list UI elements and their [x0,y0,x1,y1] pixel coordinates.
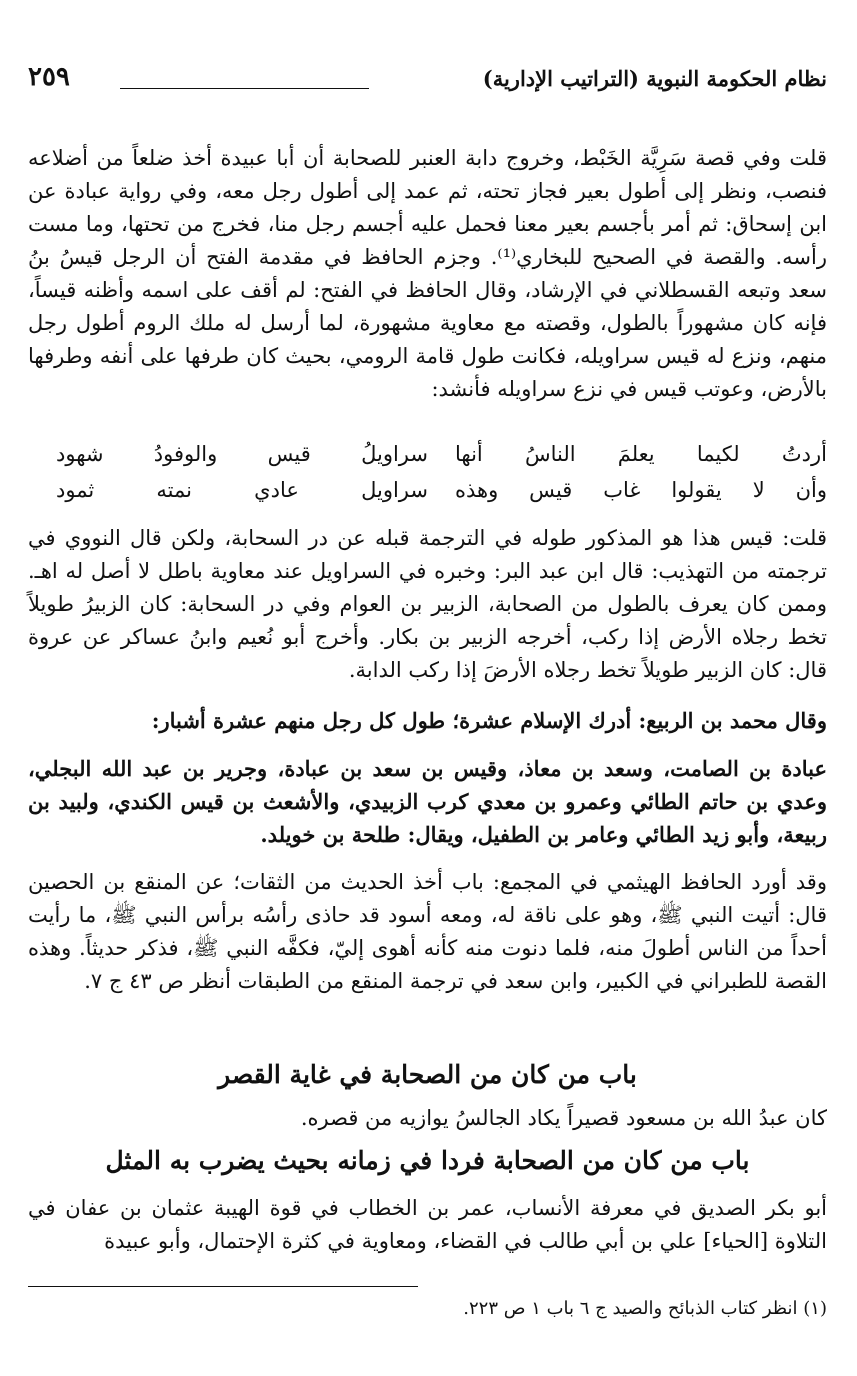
verse-1-first-hemistich: أردتُ لكيما يعلمَ الناسُ أنها [455,442,827,466]
verse-line-1 [28,442,827,476]
page-number: ٢٥٩ [28,62,70,92]
paragraph-5: وقد أورد الحافظ الهيثمي في المجمع: باب أخذ الحديث من الثقات؛ عن المنقع بن الحصين قال: أتيت النبي ﷺ، وهو على ناقة له، ومعه أسود قد حاذى رأسُه برأس النبي ﷺ، ما رأيت أحداً من الناس أطولَ منه، فلما دنوت منه كأنه أهوى إليّ، فكفَّه النبي ﷺ، فذكر حديثاً. وهذه القصة للطبراني في الكبير، وابن سعد في ترجمة المنقع من الطبقات أنظر ص ٤٣ ج ٧. [28,870,827,993]
paragraph-3: وقال محمد بن الربيع: أدرك الإسلام عشرة؛ طول كل رجل منهم عشرة أشبار: [151,708,827,733]
paragraph-7: أبو بكر الصديق في معرفة الأنساب، عمر بن الخطاب في قوة الهيبة عثمان بن عفان في التلاوة [الحياء] علي بن أبي طالب في القضاء، ومعاوية في كثرة الإحتمال، وأبو عبيدة [28,1196,827,1253]
section-heading-short: باب من كان من الصحابة في غاية القصر [218,1060,637,1089]
footnote-rule [28,1286,418,1287]
verse-2-first-hemistich: وأن لا يقولوا غاب قيس وهذه [455,478,827,502]
paragraph-6: كان عبدُ الله بن مسعود قصيراً يكاد الجالسُ يوازيه من قصره. [300,1106,827,1130]
verse-1-second-hemistich: سراويلُ قيس والوفودُ شهود [56,442,428,466]
section-heading-unique: باب من كان من الصحابة فردا في زمانه بحيث يضرب به المثل [105,1146,750,1175]
paragraph-2: قلت: قيس هذا هو المذكور طوله في الترجمة قبله عن در السحابة، ولكن قال النووي في ترجمته من التهذيب: قال ابن عبد البر: وخبره في السراويل عند معاوية باطل لا أصل له اهـ. وممن كان يعرف بالطول من الصحابة، الزبير بن العوام وفي در السحابة: كان الزبيرُ طويلاً تخط رجلاه الأرض إذا ركب، أخرجه الزبير بن بكار. وأخرج أبو نُعيم وابنُ عساكر عن عروة قال: كان الزبير طويلاً تخط رجلاه الأرضَ إذا ركب الدابة. [28,526,827,682]
paragraph-4: عبادة بن الصامت، وسعد بن معاذ، وقيس بن سعد بن عبادة، وجرير بن عبد الله البجلي، وعدي بن حاتم الطائي وعمرو بن معدي كرب الزبيدي، والأشعث بن قيس الكندي، ولبيد بن ربيعة، وأبو زيد الطائي وعامر بن الطفيل، ويقال: طلحة بن خويلد. [28,756,827,847]
running-header [28,62,827,102]
header-title: نظام الحكومة النبوية (التراتيب الإدارية) [482,66,827,91]
paragraph-1: قلت وفي قصة سَرِيَّة الخَبْط، وخروج دابة العنبر للصحابة أن أبا عبيدة أخذ ضلعاً من أضلاعه فنصب، ونظر إلى أطول بعير فجاز تحته، ثم عمد إلى أطول رجل معه، وفي رواية عبادة عن ابن إسحاق: ثم أمر بأجسم بعير معنا فحمل عليه أجسم رجل منا، فخرج من تحتها، وما مست رأسه. والقصة في الصحيح للبخاري⁽¹⁾. وجزم الحافظ في مقدمة الفتح أن الرجل قيسُ بنُ سعد وتبعه القسطلاني في الإرشاد، وقال الحافظ في الفتح: لم أقف على اسمه وأظنه قيساً، فإنه كان مشهوراً بالطول، وقصته مع معاوية مشهورة، لما أرسل له ملك الروم أطول رجل منهم، ونزع له قيس سراويله، فكانت طول قامة الرومي، بحيث كان طرفها على أنفه وطرفها بالأرض، وعوتب قيس في نزع سراويله فأنشد: [28,146,827,401]
verse-2-second-hemistich: سراويل عادي نمته ثمود [56,478,428,502]
verse-line-2 [28,478,827,512]
header-rule [120,88,369,89]
footnote: (١) انظر كتاب الذبائح والصيد ج ٦ باب ١ ص ٢٢٣. [463,1298,827,1319]
